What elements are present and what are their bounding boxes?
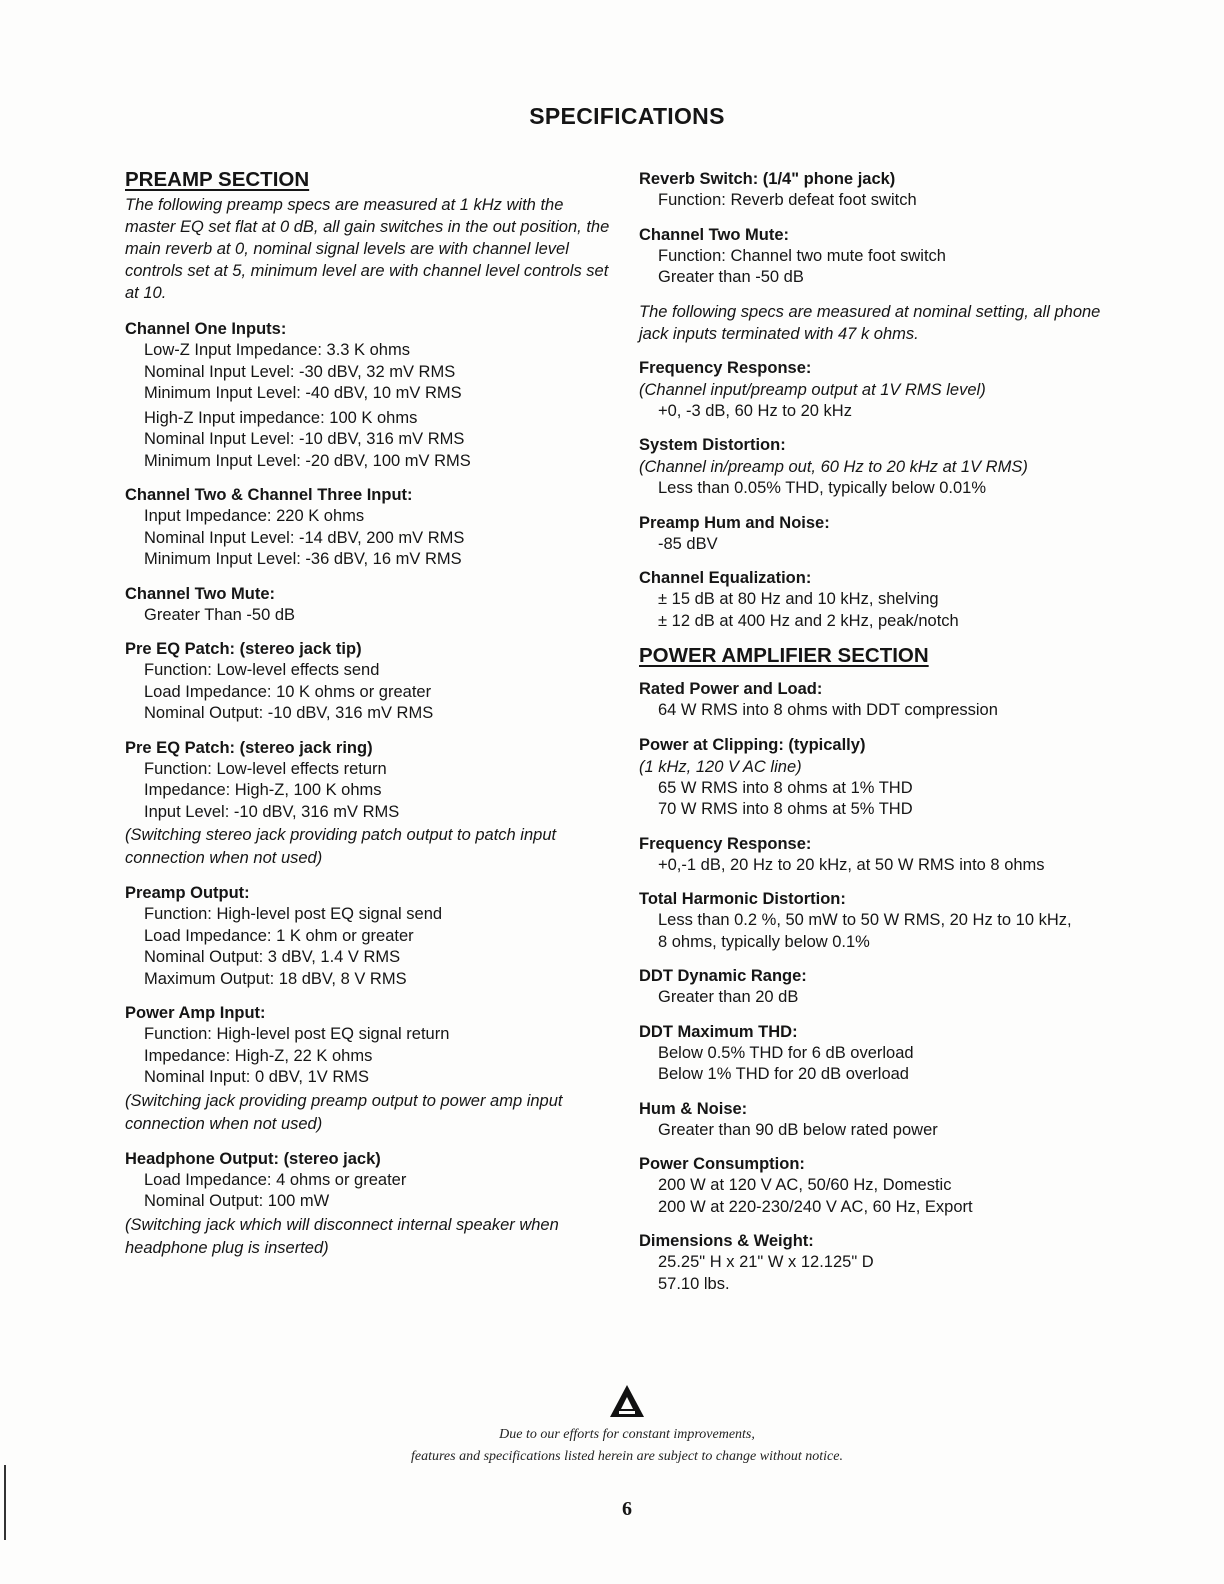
spec-value-line: Nominal Output: 100 mW [144,1192,330,1210]
spec-value-line: 57.10 lbs. [658,1274,730,1293]
spec-value-line: Low-Z Input Impedance: 3.3 K ohms [144,341,410,359]
spec-value-line: 65 W RMS into 8 ohms at 1% THD [658,778,913,797]
spec-block [639,1098,1119,1142]
spec-value-line: Nominal Input Level: -10 dBV, 316 mV RMS [144,430,465,448]
spec-title: Total Harmonic Distortion: [639,890,846,908]
section-heading-power-amplifier: POWER AMPLIFIER SECTION [639,644,929,667]
spec-block [125,882,615,990]
spec-block [639,512,1119,556]
spec-values [125,660,615,725]
spec-value-line: 200 W at 220-230/240 V AC, 60 Hz, Export [658,1197,973,1216]
spec-block [125,583,615,627]
spec-values [125,605,615,627]
spec-title: Reverb Switch: (1/4" phone jack) [639,170,896,188]
spec-condition-note: (Channel input/preamp output at 1V RMS level) [639,380,986,399]
spec-values [639,778,1119,821]
spec-value-line: Greater than -50 dB [658,268,804,286]
spec-block [639,1153,1119,1218]
spec-value-line: Less than 0.2 %, 50 mW to 50 W RMS, 20 Hz to 10 kHz, [658,911,1072,929]
spec-value-line: Nominal Output: 3 dBV, 1.4 V RMS [144,948,401,966]
spec-value-line: High-Z Input impedance: 100 K ohms [144,408,418,427]
spec-footnote: (Switching stereo jack providing patch output to patch input connection when not used) [125,826,557,867]
spec-values [639,401,1119,423]
spec-block [125,1002,615,1136]
spec-value-line: +0, -3 dB, 60 Hz to 20 kHz [658,401,852,420]
page-title: SPECIFICATIONS [529,103,725,129]
spec-block [639,888,1119,953]
spec-values [125,340,615,472]
spec-values [639,534,1119,556]
nominal-setting-note: The following specs are measured at nominal setting, all phone jack inputs terminated with 47 k ohms. [639,302,1101,343]
spec-value-line: 64 W RMS into 8 ohms with DDT compression [658,701,998,719]
spec-values [639,855,1119,877]
spec-title: Channel Two Mute: [125,584,276,603]
spec-value-line: Below 0.5% THD for 6 dB overload [658,1043,914,1062]
spec-title: Power Amp Input: [125,1004,266,1022]
spec-title: Rated Power and Load: [639,680,823,698]
section-heading-preamp: PREAMP SECTION [125,168,310,191]
spec-value-line: Nominal Input: 0 dBV, 1V RMS [144,1068,370,1086]
spec-value-line: ± 12 dB at 400 Hz and 2 kHz, peak/notch [658,611,959,630]
spec-values [639,1120,1119,1142]
spec-block [125,484,615,571]
spec-values [125,759,615,824]
spec-values [125,1024,615,1089]
preamp-section [125,168,615,1272]
spec-title: Preamp Hum and Noise: [639,513,830,532]
spec-value-line: ± 15 dB at 80 Hz and 10 kHz, shelving [658,590,939,608]
spec-block [639,678,1119,722]
spec-value-line: Greater than 90 dB below rated power [658,1120,938,1139]
spec-value-line: Load Impedance: 10 K ohms or greater [144,682,432,701]
spec-block [639,357,1119,423]
footer-line: features and specifications listed herein are subject to change without notice. [411,1449,843,1464]
spec-values [639,589,1119,632]
spec-title: Channel Two Mute: [639,225,790,244]
spec-title: Channel Equalization: [639,569,812,587]
spec-value-line: +0,-1 dB, 20 Hz to 20 kHz, at 50 W RMS into 8 ohms [658,855,1045,874]
preamp-spec-list [125,318,615,1260]
footer-line: Due to our efforts for constant improvements, [499,1427,755,1442]
power-amp-spec-list [639,678,1119,1295]
triangle-a-logo-icon [609,1384,645,1418]
spec-block [639,224,1119,289]
spec-value-line: Function: High-level post EQ signal return [144,1025,450,1043]
spec-value-line: Greater Than -50 dB [144,605,296,624]
spec-block [639,567,1119,632]
spec-values [639,1175,1119,1218]
spec-value-line: Input Impedance: 220 K ohms [144,507,365,525]
spec-block [125,318,615,472]
spec-title: Power Consumption: [639,1155,805,1173]
spec-title: Preamp Output: [125,884,250,902]
spec-values [125,904,615,990]
spec-value-line: -85 dBV [658,534,718,553]
spec-block [125,737,615,871]
spec-condition-note: (Channel in/preamp out, 60 Hz to 20 kHz at 1V RMS) [639,458,1028,476]
spec-values [639,246,1119,289]
spec-title: Power at Clipping: (typically) [639,735,866,754]
spec-title: Headphone Output: (stereo jack) [125,1149,381,1168]
spec-value-line: Input Level: -10 dBV, 316 mV RMS [144,802,400,821]
spec-condition-note: (1 kHz, 120 V AC line) [639,757,802,776]
spec-title: DDT Maximum THD: [639,1022,798,1041]
spec-values [639,987,1119,1009]
spec-footnote: (Switching jack providing preamp output to power amp input connection when not used) [125,1091,563,1133]
spec-title: Frequency Response: [639,358,812,377]
spec-title: System Distortion: [639,436,786,454]
spec-footnote: (Switching jack which will disconnect internal speaker when headphone plug is inserted) [125,1215,559,1257]
spec-values [639,190,1119,212]
spec-values [639,1043,1119,1086]
spec-value-line: Below 1% THD for 20 dB overload [658,1065,909,1083]
spec-block [639,1230,1119,1295]
switch-spec-list [639,168,1119,289]
spec-title: Frequency Response: [639,834,812,853]
right-column [639,168,1119,1307]
spec-value-line: Function: High-level post EQ signal send [144,905,443,923]
spec-block [125,638,615,725]
spec-block [639,965,1119,1009]
spec-title: Pre EQ Patch: (stereo jack tip) [125,640,362,658]
spec-value-line: Maximum Output: 18 dBV, 8 V RMS [144,969,407,988]
spec-value-line: Function: Channel two mute foot switch [658,246,946,265]
spec-block [639,734,1119,821]
preamp-intro-note: The following preamp specs are measured at 1 kHz with the master EQ set flat at 0 dB, all gain switches in the out position, the main reverb at 0, nominal signal levels are with channel level controls set at 5, minimum level are with channel level controls set at 10. [125,196,610,302]
spec-values [639,700,1119,722]
spec-values [639,910,1119,953]
spec-value-line: Minimum Input Level: -20 dBV, 100 mV RMS [144,451,471,470]
spec-value-line: Nominal Input Level: -30 dBV, 32 mV RMS [144,362,456,381]
spec-value-line: 25.25" H x 21" W x 12.125" D [658,1253,874,1271]
spec-value-line: Function: Low-level effects send [144,661,380,679]
spec-value-line: Nominal Output: -10 dBV, 316 mV RMS [144,704,434,722]
spec-value-line: Function: Reverb defeat foot switch [658,191,917,209]
spec-block [125,1148,615,1260]
spec-value-line: Impedance: High-Z, 22 K ohms [144,1046,373,1065]
spec-title: Channel One Inputs: [125,320,287,338]
spec-value-line: 200 W at 120 V AC, 50/60 Hz, Domestic [658,1176,952,1194]
spec-values [639,1252,1119,1295]
spec-title: Hum & Noise: [639,1099,748,1118]
spec-title: Pre EQ Patch: (stereo jack ring) [125,738,373,757]
spec-value-line: Load Impedance: 1 K ohm or greater [144,926,414,945]
spec-title: Dimensions & Weight: [639,1232,814,1250]
spec-title: DDT Dynamic Range: [639,967,807,985]
spec-value-line: Minimum Input Level: -36 dBV, 16 mV RMS [144,550,462,568]
spec-value-line: Less than 0.05% THD, typically below 0.01% [658,479,987,497]
response-spec-list [639,357,1119,633]
page-number: 6 [622,1498,632,1520]
triangle-a-logo-icon-svg [609,1384,645,1418]
spec-block [639,168,1119,212]
spec-title: Channel Two & Channel Three Input: [125,486,413,504]
spec-value-line: Minimum Input Level: -40 dBV, 10 mV RMS [144,384,462,402]
spec-block [639,833,1119,877]
spec-block [639,434,1119,500]
spec-value-line: Function: Low-level effects return [144,759,387,778]
spec-values [125,1170,615,1213]
spec-value-line: 70 W RMS into 8 ohms at 5% THD [658,800,913,818]
scan-edge-mark [4,1465,6,1540]
spec-value-line: Greater than 20 dB [658,988,799,1006]
spec-values [639,478,1119,500]
spec-value-line: Load Impedance: 4 ohms or greater [144,1170,407,1189]
disclaimer-footer [0,1424,1224,1468]
spec-value-line: 8 ohms, typically below 0.1% [658,932,870,951]
spec-value-line: Impedance: High-Z, 100 K ohms [144,781,382,799]
spec-block [639,1021,1119,1086]
spec-values [125,506,615,571]
spec-value-line: Nominal Input Level: -14 dBV, 200 mV RMS [144,528,465,547]
